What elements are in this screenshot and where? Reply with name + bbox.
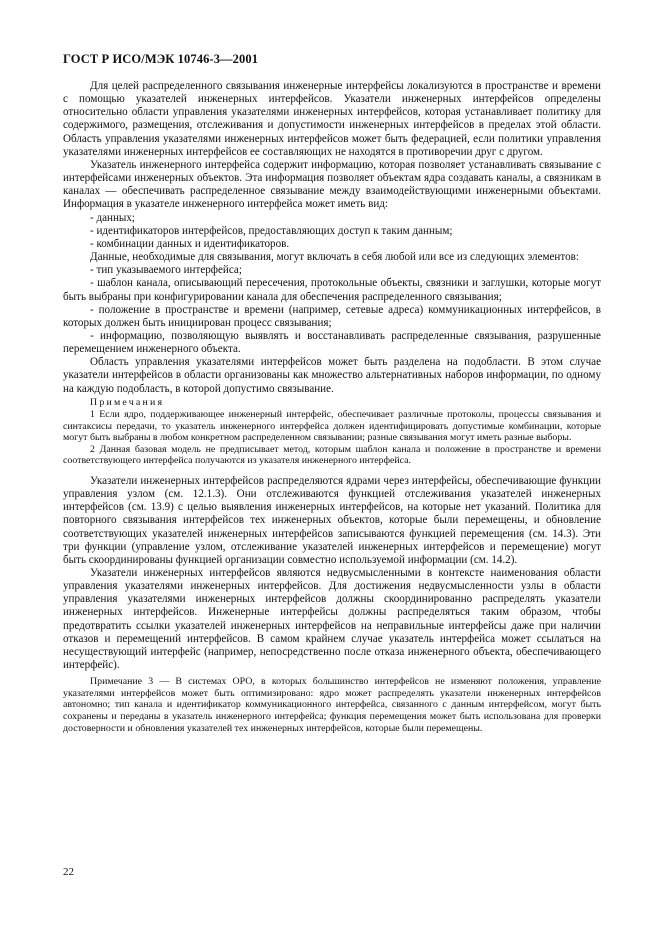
list-item: - информацию, позволяющую выявлять и восстанавливать распределенные связывания, разрушенные перемещением инженерного объекта. <box>63 329 601 356</box>
list-item: - данных; <box>90 211 135 224</box>
note-item: Примечание 3 — В системах ОРО, в которых большинство интерфейсов не изменяют положения, управление указателями интерфейсов может быть оптимизировано: ядро может распределять указатели инженерных интерфейсов автономно; тип канала и идентификатор коммуникационного интерфейса, связанного с данным интерфейсом, могут быть сохранены и переданы в указатель инженерного интерфейса; функция перемещения может быть использована для проверки достоверности и обновления указателей тех инженерных интерфейсов, которые были перемещены. <box>63 676 601 734</box>
list-item: - шаблон канала, описывающий пересечения, протокольные объекты, связники и заглушки, которые могут быть выбраны при конфигурировании канала для обеспечения распределенного связывания; <box>63 277 601 303</box>
page-header-standard-title: ГОСТ Р ИСО/МЭК 10746-3—2001 <box>63 52 259 66</box>
note-item: 2 Данная базовая модель не предписывает метод, которым шаблон канала и положение в пространстве и времени соответствующего интерфейса получаются из указателя инженерного интерфейса. <box>63 443 601 467</box>
list-item: - идентификаторов интерфейсов, предоставляющих доступ к таким данным; <box>90 224 453 237</box>
spacer <box>63 467 601 475</box>
page-number: 22 <box>63 866 74 878</box>
paragraph: Указатель инженерного интерфейса содержит информацию, которая позволяет устанавливать связывание с интерфейсами инженерных объектов. Эта информация позволяет объектам ядра создавать каналы, а связникам в каналах — обеспечивать распределенное связывание между взаимодействующими инженерными объектами. Информация в указателе инженерного интерфейса может иметь вид: <box>63 158 601 211</box>
document-body <box>63 80 601 734</box>
list-item: - тип указываемого интерфейса; <box>90 264 242 277</box>
paragraph: Указатели инженерных интерфейсов распределяются ядрами через интерфейсы, обеспечивающие функции управления узлом (см. 12.1.3). Они отслеживаются функцией отслеживания указателей инженерных интерфейсов (см. 13.9) с целью выявления инженерных интерфейсов, на которые нет указаний. Политика для повторного связывания интерфейсов тех инженерных объектов, которые были перемещены, и обновление соответствующих указателей инженерных интерфейсов записываются функцией перемещения (см. 14.3). Эти три функции (управление узлом, отслеживание указателей инженерных интерфейсов и перемещение) могут быть скоординированы функцией организации совместно используемой информации (см. 14.2). <box>63 474 601 566</box>
notes-heading: Примечания <box>90 396 165 408</box>
note-item: 1 Если ядро, поддерживающее инженерный интерфейс, обеспечивает различные протоколы, процессы связывания и синтаксисы передачи, то указатель инженерного интерфейса должен идентифицировать допустимые комбинации, которые могут быть выбраны в любом конкретном распределенном связывании; разные связывания могут иметь разные выборы. <box>63 408 601 444</box>
paragraph: Для целей распределенного связывания инженерные интерфейсы локализуются в пространстве и времени с помощью указателей инженерных интерфейсов. Указатели инженерных интерфейсов определены относительно области управления указателями инженерных интерфейсов, которая устанавливает политику для содержимого, размещения, отслеживания и допустимости инженерных интерфейсов в пределах этой области. Область управления указателями инженерных интерфейсов может быть федерацией, если политики управления указателями инженерных интерфейсов ее составляющих не находятся в противоречии друг с другом. <box>63 80 601 158</box>
list-item: - комбинации данных и идентификаторов. <box>90 237 290 250</box>
list-item: - положение в пространстве и времени (например, сетевые адреса) коммуникационных интерфейсов, в которых должен быть инициирован процесс связывания; <box>63 303 601 329</box>
paragraph: Данные, необходимые для связывания, могут включать в себя любой или все из следующих элементов: <box>90 251 579 264</box>
paragraph: Область управления указателями интерфейсов может быть разделена на подобласти. В этом случае указатели интерфейсов в области организованы как множество альтернативных наборов информации, по одному на каждую подобласть, в которой допустимо связывание. <box>63 356 601 395</box>
paragraph: Указатели инженерных интерфейсов являются недвусмысленными в контексте наименования области управления указателями инженерных интерфейсов. Для достижения недвусмысленности узлы в области управления указателями инженерных интерфейсов должны скоординированно распределять указатели инженерных интерфейсов. Инженерные интерфейсы должны распределяться таким образом, чтобы предотвратить ссылки указателей инженерных интерфейсов на неправильные интерфейсы даже при наличии отказов и перемещений интерфейсов. В самом крайнем случае указатель интерфейса может ссылаться на несуществующий интерфейс (например, непосредственно после отказа инженерного объекта, обеспечивающего интерфейс). <box>63 566 601 672</box>
